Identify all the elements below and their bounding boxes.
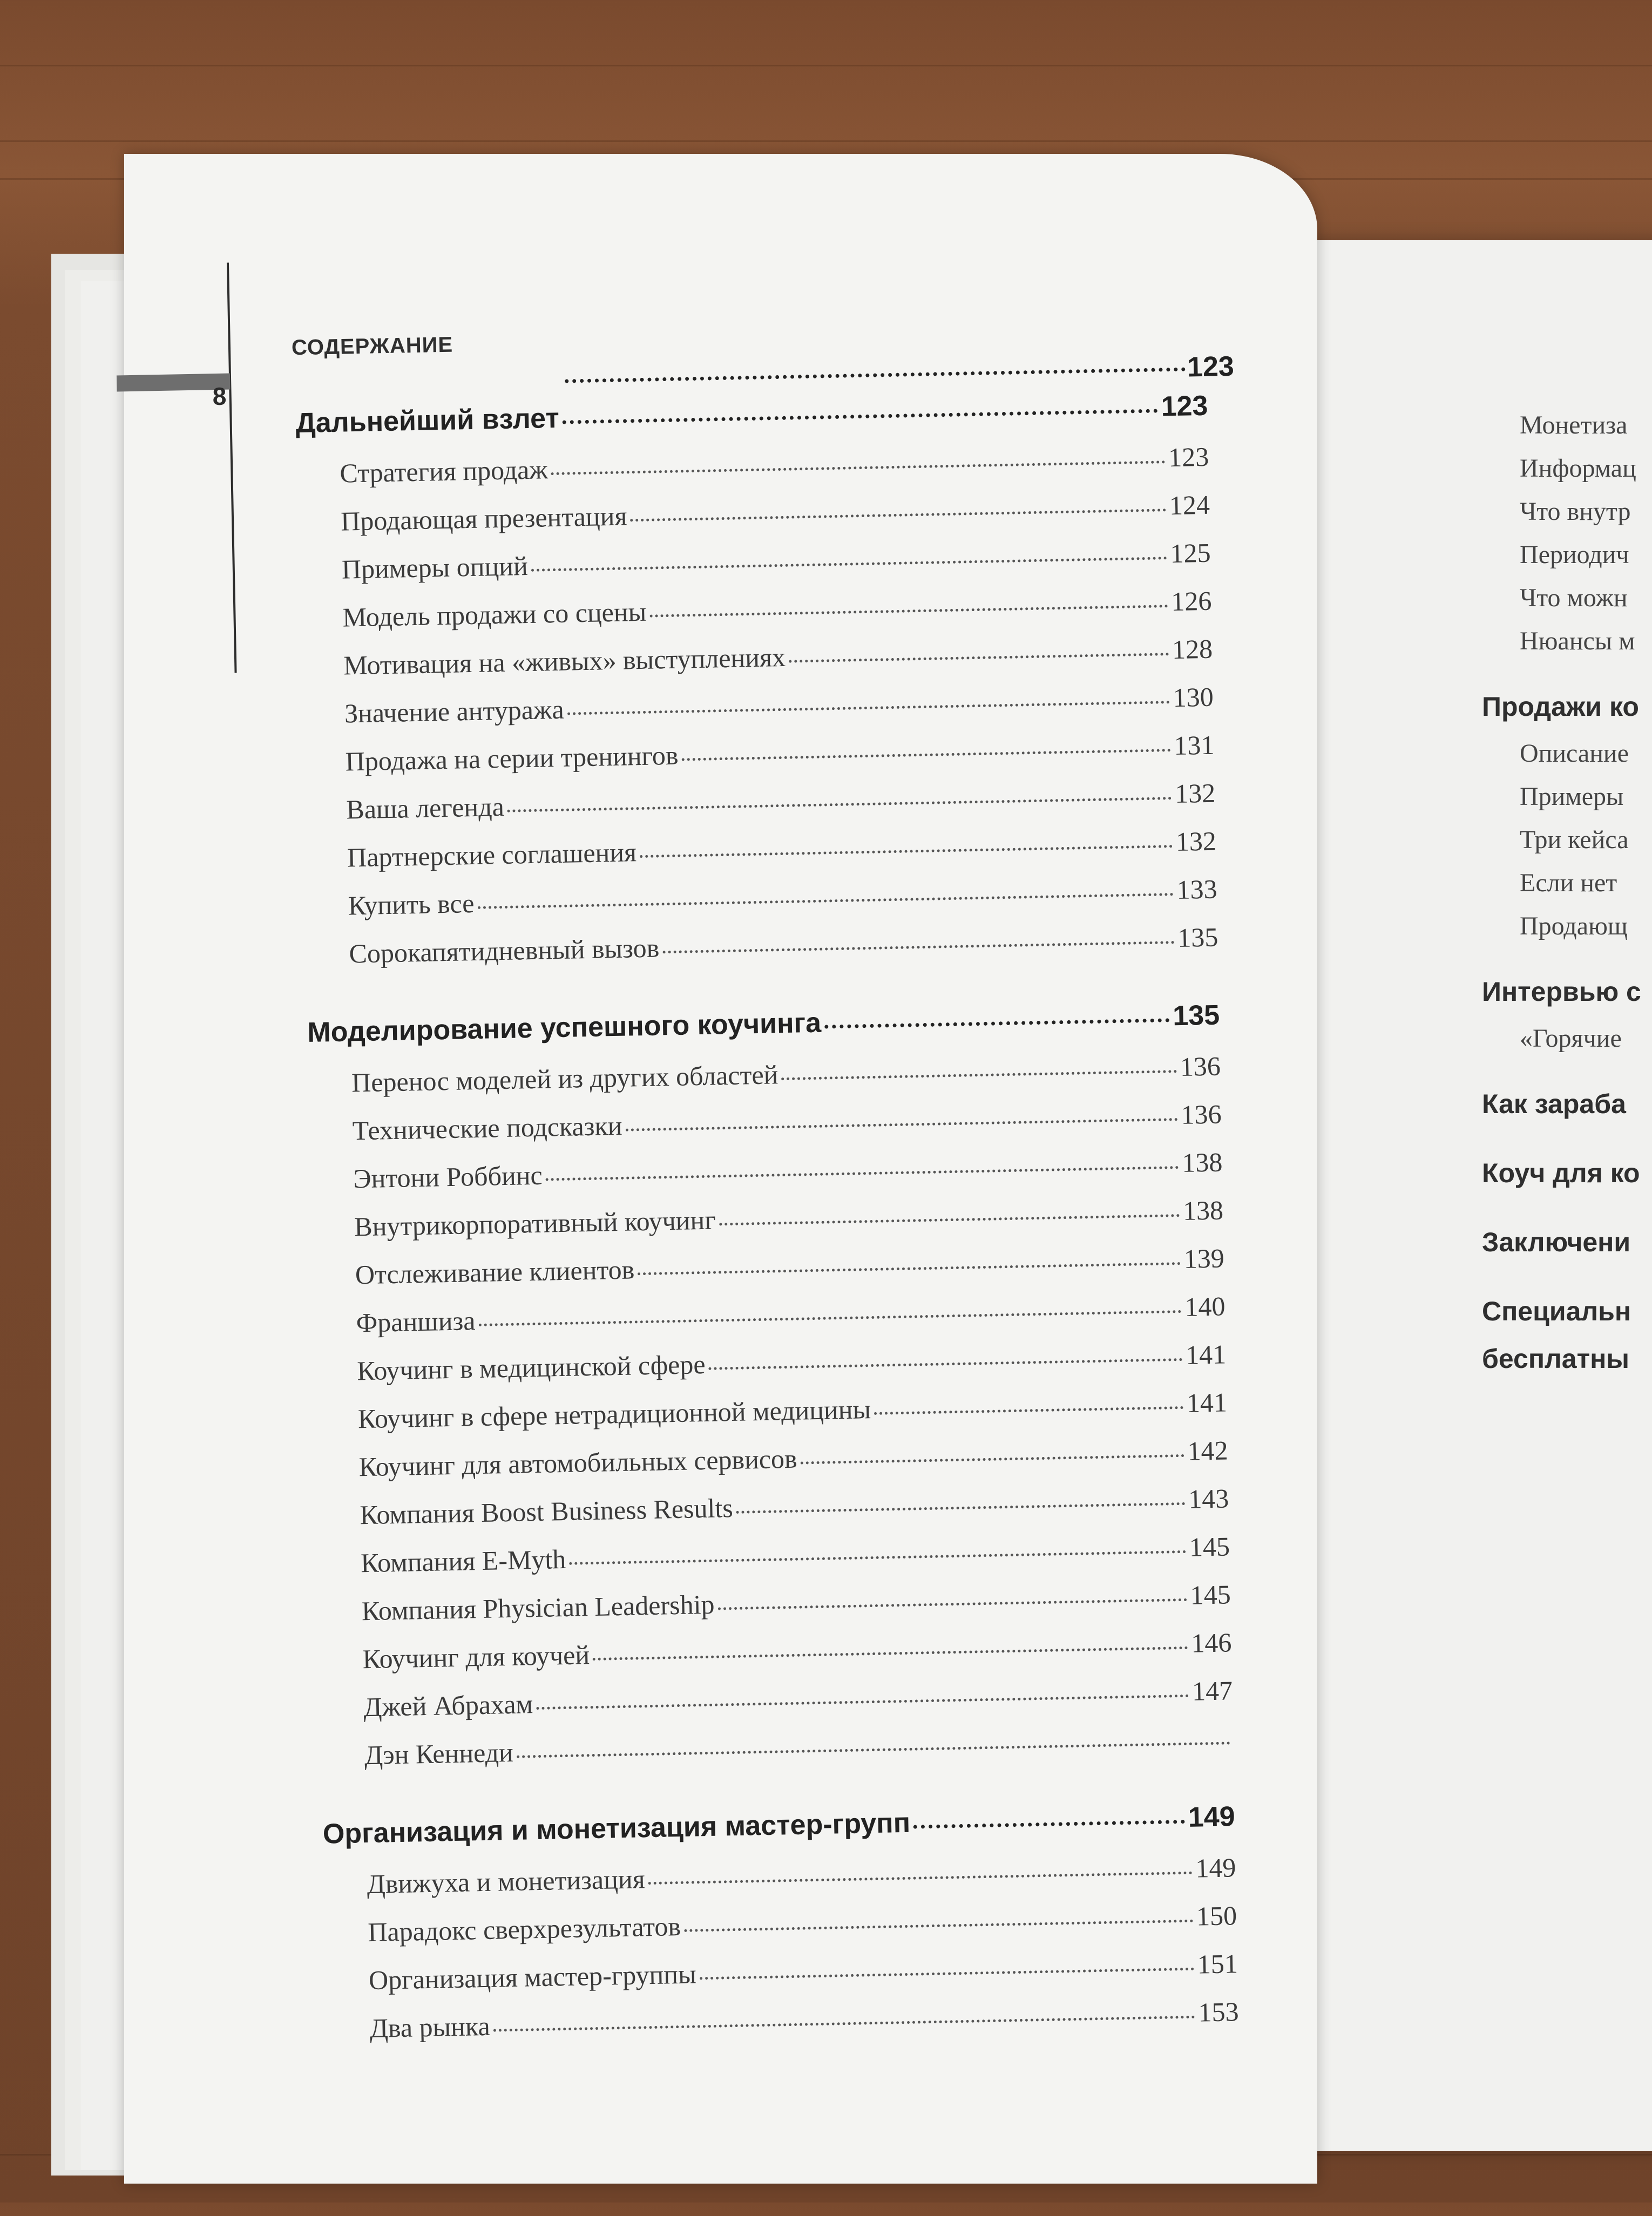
leader-dots	[569, 1546, 1186, 1565]
toc-page-number: 125	[1170, 537, 1211, 569]
leader-dots	[546, 1162, 1179, 1181]
right-page-section: Как зараба	[1482, 1089, 1626, 1119]
toc-page-number: 151	[1197, 1948, 1238, 1980]
toc-title: Организация мастер-группы	[368, 1959, 697, 1996]
toc-page-number: 149	[1195, 1852, 1236, 1883]
margin-rule	[227, 263, 237, 673]
toc-page-number: 138	[1182, 1195, 1224, 1226]
toc-page-number: 136	[1180, 1051, 1221, 1082]
leader-dots	[717, 1594, 1187, 1610]
toc-entry	[364, 1723, 1234, 1771]
leader-dots	[824, 1014, 1170, 1028]
toc-title: Парадокс сверхрезультатов	[367, 1911, 681, 1948]
leader-dots	[517, 1737, 1230, 1758]
toc-page-number: 145	[1190, 1579, 1231, 1610]
toc-page-number: 133	[1176, 873, 1218, 905]
toc-title: Продажа на серии тренингов	[345, 740, 679, 777]
toc-section	[322, 1800, 1235, 1850]
toc-title: Энтони Роббинс	[353, 1160, 543, 1194]
toc-title: Компания Boost Business Results	[359, 1493, 734, 1530]
leader-dots	[477, 889, 1173, 909]
right-page-entry: Периодич	[1520, 540, 1629, 569]
leader-dots	[801, 1450, 1184, 1465]
right-page-entry: Нюансы м	[1520, 627, 1635, 655]
toc-page-number: 128	[1172, 633, 1213, 665]
right-page-section: бесплатны	[1482, 1344, 1629, 1374]
toc-entry	[340, 441, 1209, 489]
toc-entry	[341, 489, 1210, 537]
leader-dots	[567, 696, 1170, 715]
toc-title: Отслеживание клиентов	[355, 1254, 635, 1290]
leader-dots	[593, 1642, 1188, 1661]
toc-title: Движуха и монетизация	[367, 1863, 646, 1900]
right-page-entry: Что внутр	[1520, 497, 1631, 526]
toc-title: Организация и монетизация мастер-групп	[322, 1807, 911, 1850]
toc-entry	[351, 1051, 1221, 1099]
leader-dots	[478, 1306, 1181, 1326]
toc-entry	[360, 1482, 1229, 1530]
toc-entry	[369, 1948, 1238, 1996]
toc-title: Примеры опций	[341, 550, 529, 585]
toc-page-number: 147	[1191, 1675, 1233, 1706]
right-page-section: Продажи ко	[1482, 692, 1639, 722]
toc-page-number: 136	[1181, 1099, 1222, 1130]
leader-dots	[684, 1915, 1193, 1932]
leader-dots	[507, 792, 1172, 812]
toc-entry	[355, 1242, 1224, 1290]
right-page-section: Интервью с	[1482, 977, 1641, 1007]
toc-page-number: 135	[1177, 921, 1218, 953]
page-number: 8	[212, 382, 227, 411]
toc-entry	[352, 1099, 1222, 1147]
toc-page-number: 141	[1185, 1339, 1227, 1370]
toc-entry	[369, 1996, 1239, 2044]
toc-title: Дальнейший взлет	[295, 402, 560, 439]
toc-title: Франшиза	[356, 1305, 476, 1338]
leader-dots	[536, 1690, 1189, 1710]
leader-dots	[649, 600, 1168, 617]
toc-entry	[354, 1194, 1224, 1242]
toc-entry	[363, 1675, 1233, 1723]
toc-page-number: 126	[1170, 585, 1212, 617]
running-head: СОДЕРЖАНИЕ	[291, 333, 453, 360]
right-page-entry: Что можн	[1520, 584, 1628, 612]
toc-title: Компания Physician Leadership	[361, 1589, 715, 1627]
toc-title: Коучинг в сфере нетрадиционной медицины	[357, 1394, 871, 1434]
toc-entry	[344, 681, 1214, 729]
leader-dots	[648, 1867, 1192, 1885]
right-page-entry: Монетиза	[1520, 411, 1628, 439]
toc-page-number: 149	[1188, 1801, 1236, 1833]
leader-dots	[630, 504, 1166, 521]
toc-title: Продающая презентация	[340, 500, 627, 537]
toc-page-number: 131	[1173, 729, 1215, 761]
toc-title: Модель продажи со сцены	[342, 596, 647, 633]
toc-title: Внутрикорпоративный коучинг	[354, 1204, 716, 1242]
leader-dots	[531, 552, 1167, 572]
toc-entry	[345, 729, 1215, 777]
leader-dots	[662, 937, 1174, 953]
toc-title: Компания E-Myth	[360, 1543, 566, 1578]
toc-entry	[358, 1386, 1228, 1434]
toc-entry	[356, 1290, 1226, 1338]
right-page-entry: Три кейса	[1520, 825, 1629, 854]
right-page-section: Специальн	[1482, 1296, 1631, 1326]
toc-entry	[367, 1852, 1236, 1900]
toc-title: Два рынка	[369, 2010, 491, 2044]
leader-dots	[708, 1354, 1182, 1370]
right-page-entry: Описание	[1520, 739, 1629, 768]
toc-page-number: 139	[1183, 1243, 1225, 1274]
leader-dots	[681, 744, 1170, 761]
toc-title: Коучинг для автомобильных сервисов	[358, 1443, 798, 1482]
toc-title: Ваша легенда	[346, 791, 505, 825]
leader-dots	[493, 2011, 1195, 2032]
right-page-entry: «Горячие	[1520, 1024, 1622, 1053]
toc-page-number: 142	[1187, 1435, 1229, 1466]
toc-page-number: 130	[1173, 681, 1214, 713]
toc-page-number: 145	[1189, 1531, 1230, 1562]
toc-entry	[349, 921, 1218, 970]
right-page-section: Коуч для ко	[1482, 1158, 1640, 1188]
leader-dots	[565, 363, 1186, 383]
toc-entry	[358, 1434, 1228, 1482]
leader-dots	[640, 841, 1173, 858]
right-page-section: Заключени	[1482, 1227, 1631, 1257]
leader-dots	[719, 1210, 1180, 1225]
toc-page-number: 124	[1169, 489, 1210, 521]
toc-entry	[353, 1146, 1223, 1194]
toc-title: Моделирование успешного коучинга	[307, 1007, 822, 1048]
leader-dots	[789, 648, 1169, 663]
toc-page-number: 132	[1174, 777, 1216, 809]
toc-title: Перенос моделей из других областей	[351, 1059, 778, 1098]
leader-dots	[913, 1815, 1185, 1829]
toc-entry	[348, 873, 1217, 921]
toc-title: Стратегия продаж	[339, 454, 549, 489]
toc-entry	[368, 1900, 1237, 1948]
toc-entry	[347, 825, 1217, 873]
toc-entry	[361, 1578, 1231, 1627]
toc-title: Партнерские соглашения	[347, 837, 637, 873]
toc-title: Джей Абрахам	[363, 1689, 533, 1723]
toc-page-number: 153	[1197, 1996, 1240, 2028]
right-page-entry: Информац	[1520, 454, 1636, 483]
toc-page-number: 143	[1188, 1483, 1229, 1514]
toc-title: Коучинг для коучей	[362, 1639, 590, 1675]
toc-entry	[357, 1338, 1227, 1386]
leader-dots	[551, 456, 1166, 475]
right-page-entry: Примеры	[1520, 782, 1624, 811]
toc-title: Купить все	[348, 888, 475, 921]
toc-entry	[341, 537, 1211, 585]
toc-page-number: 135	[1172, 999, 1220, 1032]
toc-title: Мотивация на «живых» выступлениях	[343, 641, 786, 681]
leader-dots	[781, 1066, 1177, 1080]
toc-title: Значение антуража	[344, 694, 565, 729]
toc-page-number: 140	[1184, 1291, 1226, 1322]
toc-section	[295, 390, 1208, 439]
right-page-entry: Продающ	[1520, 912, 1628, 940]
leader-dots	[736, 1498, 1186, 1514]
toc-title: Коучинг в медицинской сфере	[356, 1348, 706, 1386]
toc-title: Сорокапятидневный вызов	[349, 932, 660, 969]
toc-page-number: 123	[1168, 441, 1209, 473]
toc-section	[307, 999, 1220, 1049]
toc-page-number: 123	[1161, 390, 1208, 423]
toc-entry	[346, 777, 1216, 825]
toc-title: Технические подсказки	[352, 1110, 622, 1146]
toc-page-number: 132	[1175, 825, 1217, 857]
leader-dots	[700, 1963, 1194, 1980]
toc-page-number: 138	[1181, 1147, 1223, 1178]
toc-entry	[343, 633, 1213, 681]
right-page-entry: Если нет	[1520, 869, 1617, 897]
leader-dots	[638, 1258, 1181, 1275]
toc-page-number: 150	[1196, 1900, 1237, 1932]
toc-title: Дэн Кеннеди	[364, 1737, 514, 1771]
leader-dots	[563, 405, 1158, 424]
toc-entry	[342, 585, 1212, 633]
leader-dots	[874, 1402, 1183, 1415]
toc-entry	[361, 1530, 1230, 1578]
leader-dots	[625, 1114, 1177, 1131]
continuation-page-number: 123	[1187, 350, 1235, 383]
toc-entry	[362, 1627, 1232, 1675]
toc-page-number: 141	[1186, 1387, 1228, 1418]
toc-page-number: 146	[1190, 1627, 1232, 1658]
